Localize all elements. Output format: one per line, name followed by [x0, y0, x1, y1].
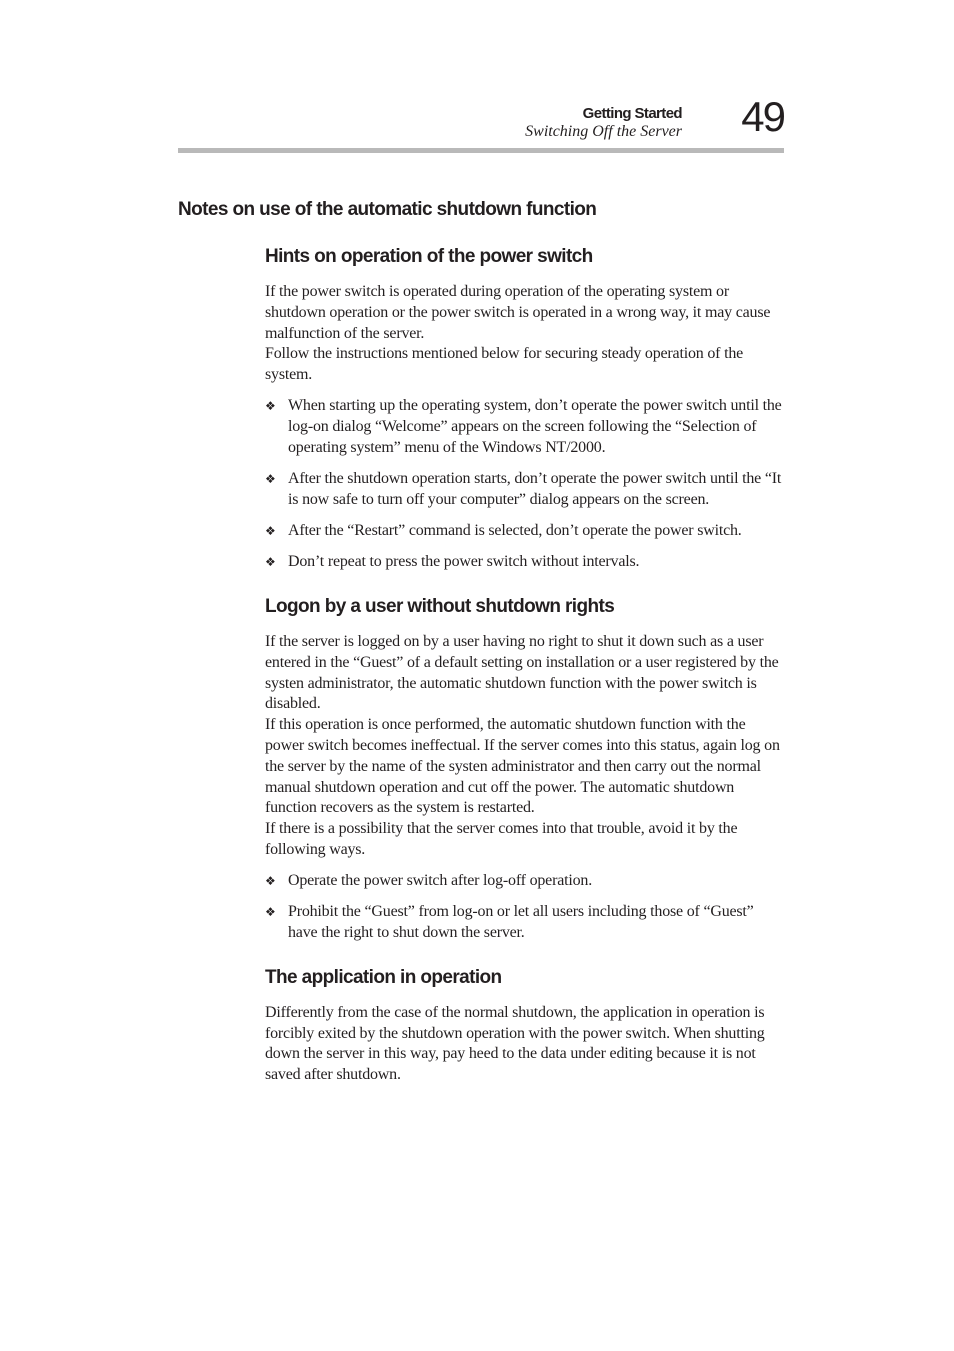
chapter-title: Getting Started — [582, 105, 682, 122]
bullet-list — [265, 871, 785, 944]
section-title: Switching Off the Server — [525, 123, 682, 140]
list-item-text: Don’t repeat to press the power switch without intervals. — [288, 553, 640, 571]
four-diamond-bullet-icon: ❖ — [265, 905, 276, 920]
four-diamond-bullet-icon: ❖ — [265, 873, 276, 888]
list-item-text: After the “Restart” command is selected, don’t operate the power switch. — [288, 521, 742, 539]
section-heading: Logon by a user without shutdown rights — [265, 596, 615, 618]
list-item — [265, 469, 785, 511]
content — [265, 244, 785, 1086]
list-item — [265, 871, 785, 892]
paragraph: If this operation is once performed, the automatic shutdown function with the power switch becomes ineffectual. If the server comes into this status, again log on the server by the name of the systen administrator and then carry out the normal manual shutdown operation and cut off the power. The automatic shutdown function recovers as the system is restarted. — [265, 716, 780, 817]
paragraph: If the power switch is operated during operation of the operating system or shutdown operation or the power switch is operated in a wrong way, it may cause malfunction of the server. — [265, 283, 771, 342]
four-diamond-bullet-icon: ❖ — [265, 471, 276, 486]
four-diamond-bullet-icon: ❖ — [265, 555, 276, 570]
list-item — [265, 902, 785, 944]
paragraph: If there is a possibility that the server comes into that trouble, avoid it by the following ways. — [265, 820, 738, 859]
page-number: 49 — [741, 93, 784, 140]
list-item-text: When starting up the operating system, don’t operate the power switch until the log-on dialog “Welcome” appears on the screen following the “Selection of operating system” menu of the Windows NT/2000. — [288, 396, 782, 456]
list-item-text: Prohibit the “Guest” from log-on or let all users including those of “Guest” have the right to shut down the server. — [288, 903, 754, 941]
section-power-switch-hints — [265, 244, 785, 573]
list-item-text: Operate the power switch after log-off operation. — [288, 871, 593, 889]
main-heading: Notes on use of the automatic shutdown function — [178, 199, 597, 220]
header-rule — [178, 148, 784, 153]
paragraph: Differently from the case of the normal shutdown, the application in operation is forcibly exited by the shutdown operation with the power switch. When shutting down the server in this way, pay heed to the data under editing because it is not saved after shutdown. — [265, 1003, 765, 1084]
bullet-list — [265, 396, 785, 573]
page-header — [178, 93, 784, 152]
list-item — [265, 396, 785, 458]
section-heading: Hints on operation of the power switch — [265, 246, 593, 267]
section-heading: The application in operation — [265, 966, 502, 988]
section-application-in-operation — [265, 965, 785, 1086]
paragraph: Follow the instructions mentioned below for securing steady operation of the system. — [265, 345, 744, 384]
list-item — [265, 521, 785, 542]
list-item-text: After the shutdown operation starts, don’t operate the power switch until the “It is now safe to turn off your computer” dialog appears on the screen. — [288, 469, 782, 508]
section-logon-without-shutdown-rights — [265, 594, 785, 944]
four-diamond-bullet-icon: ❖ — [265, 398, 276, 413]
list-item — [265, 552, 785, 573]
paragraph: If the server is logged on by a user having no right to shut it down such as a user entered in the “Guest” of a default setting on installation or a user registered by the systen administrator, the automatic shutdown function with the power switch is disabled. — [265, 633, 779, 713]
four-diamond-bullet-icon: ❖ — [265, 523, 276, 538]
